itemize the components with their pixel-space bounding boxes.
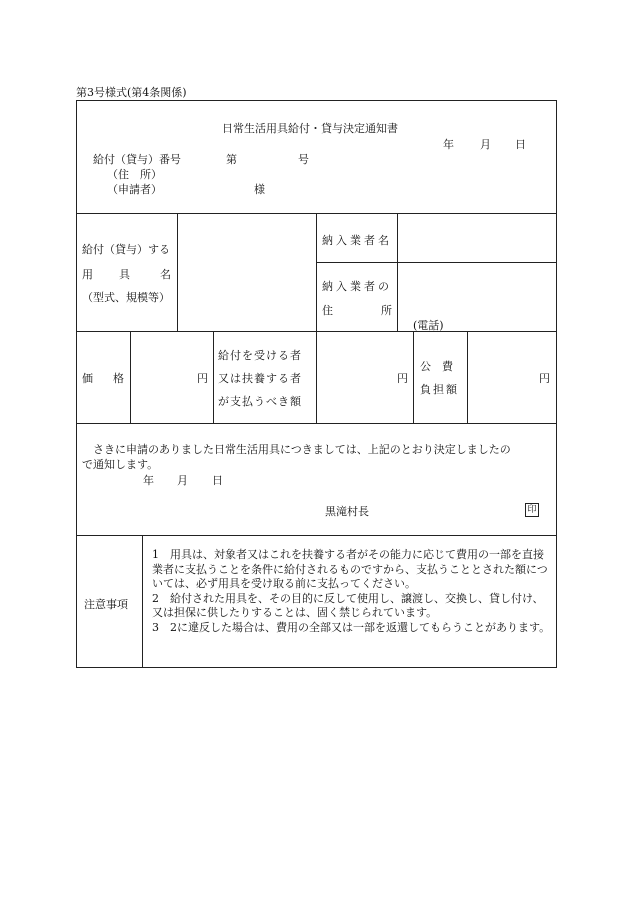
cautions-list	[152, 548, 552, 636]
public-label-1: 公 費	[420, 360, 453, 373]
address-label: （住 所）	[107, 168, 162, 181]
caution-item: 1 用具は、対象者又はこれを扶養する者がその能力に応じて費用の一部を直接業者に支払うことを条件に給付されるものですから、支払うこととされた額については、必ず用具を受け取る前に支払ってください。	[152, 548, 548, 591]
item-label-line1: 給付（貸与）する	[82, 243, 170, 256]
divider	[397, 213, 398, 331]
divider	[316, 331, 317, 423]
divider	[142, 535, 143, 668]
number-dai: 第	[226, 153, 237, 166]
date-day: 日	[515, 138, 526, 151]
divider	[316, 213, 317, 331]
price-label-b: 格	[113, 372, 124, 385]
form-title: 日常生活用具給付・貸与決定通知書	[222, 122, 398, 135]
notice-text-line2: で通知します。	[82, 458, 159, 471]
notice-text-line1: さきに申請のありました日常生活用具につきましては、上記のとおり決定しましたの	[93, 443, 511, 456]
public-unit: 円	[539, 372, 550, 385]
payer-label-1: 給付を受ける者	[218, 349, 302, 362]
divider	[467, 331, 468, 423]
honorific: 様	[254, 183, 265, 196]
payer-unit: 円	[397, 372, 408, 385]
payer-label-3: が支払うべき額	[218, 395, 302, 408]
applicant-label: （申請者）	[107, 183, 162, 196]
date-month: 月	[480, 138, 491, 151]
divider	[413, 331, 414, 423]
supplier-name-label: 納入業者名	[322, 234, 392, 247]
supplier-address-label: 納入業者の	[322, 280, 392, 293]
phone-label: (電話)	[413, 319, 444, 332]
divider	[213, 331, 214, 423]
divider	[316, 262, 557, 263]
supplier-address-label-b: 所	[381, 304, 392, 317]
price-label-a: 価	[82, 372, 93, 385]
price-unit: 円	[197, 372, 208, 385]
notice-year: 年	[143, 474, 154, 487]
issuer-name: 黒滝村長	[325, 505, 369, 518]
divider	[76, 423, 557, 424]
supplier-address-label-a: 住	[322, 304, 333, 317]
divider	[130, 331, 131, 423]
seal-stamp: 印	[525, 503, 539, 517]
cautions-label: 注意事項	[84, 598, 128, 611]
number-go: 号	[298, 153, 309, 166]
item-label-line2c: 名	[160, 268, 171, 281]
notice-month: 月	[177, 474, 188, 487]
date-year: 年	[443, 138, 454, 151]
form-label: 第3号様式(第4条関係)	[76, 86, 187, 99]
caution-item: 2 給付された用具を、その目的に反して使用し、譲渡し、交換し、貸し付け、又は担保に供したりすることは、固く禁じられています。	[152, 591, 544, 620]
number-label: 給付（貸与）番号	[93, 153, 181, 166]
divider	[177, 213, 178, 331]
notice-day: 日	[212, 474, 223, 487]
caution-item: 3 2に違反した場合は、費用の全部又は一部を返還してもらうことがあります。	[152, 620, 551, 634]
divider	[76, 535, 557, 536]
item-label-line2a: 用	[82, 268, 93, 281]
public-label-2: 負担額	[420, 383, 459, 396]
item-label-line3: （型式、規模等）	[82, 291, 170, 304]
payer-label-2: 又は扶養する者	[218, 372, 302, 385]
item-label-line2b: 具	[119, 268, 130, 281]
